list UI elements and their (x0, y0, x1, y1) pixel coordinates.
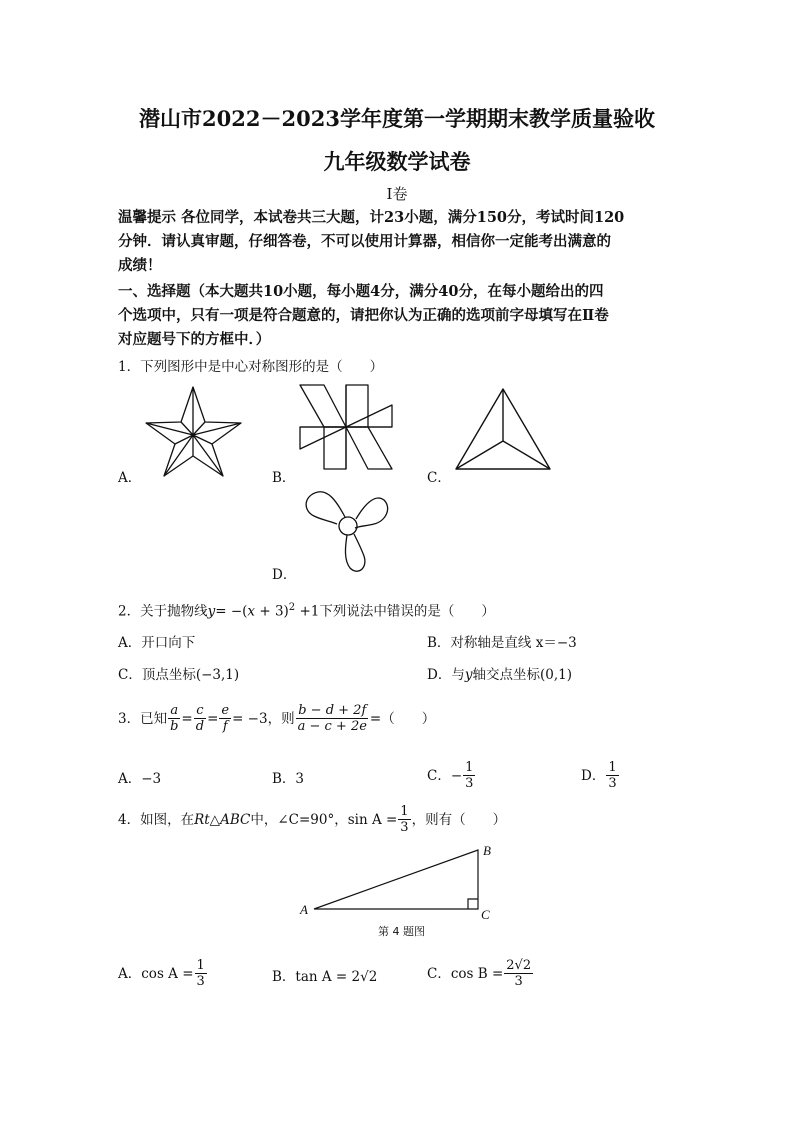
q3-then: ，则 (267, 710, 295, 727)
section-label: Ⅰ卷 (386, 185, 408, 203)
q2-stem (118, 597, 495, 623)
q4-label-c: C (481, 907, 490, 922)
q1-propeller-figure (300, 488, 390, 574)
q4-stem-tail: ，则有（ ） (411, 811, 507, 828)
q1-option-a: A． (118, 470, 142, 486)
q3-option-c-num: 1 (465, 760, 474, 775)
notice-line-2: 分钟．请认真审题，仔细答卷，不可以使用计算器，相信你一定能考出满意的 (118, 233, 611, 250)
q2-option-d-y: y (464, 667, 473, 683)
q2-option-b: B．对称轴是直线 x＝−3 (427, 635, 577, 651)
q2-option-c (118, 664, 239, 686)
q2-option-d (427, 664, 572, 686)
q3-frac-e: e (221, 703, 230, 718)
q4-option-a-num: 1 (196, 958, 205, 973)
q4-sin-frac (398, 804, 410, 835)
q4-sin-den: 3 (400, 820, 409, 835)
q3-stem-prefix: 3．已知 (118, 710, 168, 727)
q3-option-d-den: 3 (608, 776, 617, 791)
q3-expr-denominator: a − c + 2e (297, 719, 367, 734)
q2-eq-y: y (207, 603, 216, 620)
q4-figure-caption: 第 4 题图 (378, 925, 425, 938)
q4-option-c-label: C．cos B = (427, 965, 504, 982)
part1-line-1: 一、选择题（本大题共10小题，每小题4分，满分40分，在每小题给出的四 (118, 283, 604, 300)
q3-option-c-label: C．− (427, 767, 463, 784)
q1-stem: 1．下列图形中是中心对称图形的是（ ） (118, 359, 384, 375)
q3-frac-expression (296, 703, 369, 734)
q4-option-c-den: 3 (514, 974, 523, 989)
q4-option-a-frac (195, 958, 207, 989)
q2-stem-prefix: 2．关于抛物线 (118, 603, 208, 620)
q2-option-d-value: (0,1) (539, 667, 572, 683)
q3-option-d-num: 1 (608, 760, 617, 775)
q3-frac-f: f (222, 719, 228, 734)
q2-eq-x: x (247, 603, 256, 620)
q3-frac-c: c (196, 703, 204, 718)
q3-stem: 3．已知 $\frac{a}{b}$ = $\frac{c}{d}$ = $\frac{e}{f}$ = −3 ，则 $\frac{b - d + 2f}{a - c + 2e}$ =（ ） (118, 703, 436, 734)
q4-option-c-frac (504, 958, 533, 989)
q4-stem (118, 804, 506, 835)
q4-triangle (314, 850, 478, 909)
q3-frac-d: d (195, 719, 205, 734)
q4-option-a (118, 958, 208, 989)
exam-title: 潜山市2022－2023学年度第一学期期末教学质量验收 (139, 106, 655, 131)
q2-eq-end: +1 (295, 603, 320, 620)
q3-option-d-label: D． (581, 767, 606, 784)
q3-frac-a-b (168, 703, 180, 734)
q2-eq-tail: + 3) (255, 603, 289, 620)
q4-right-angle-mark (468, 899, 478, 909)
q2-option-a: A．开口向下 (118, 635, 196, 651)
q2-eq-square: 2 (288, 602, 296, 613)
q3-frac-a: a (170, 703, 179, 718)
q3-frac-c-d (194, 703, 206, 734)
exam-subtitle: 九年级数学试卷 (323, 149, 471, 174)
q2-option-d-label: D．与 (427, 667, 465, 683)
part1-line-3: 对应题号下的方框中．） (118, 331, 271, 348)
q3-tail: =（ ） (369, 710, 436, 727)
notice-line-1: 温馨提示 各位同学，本试卷共三大题，计23小题，满分150分，考试时间120 (118, 209, 625, 226)
q4-option-a-label: A．cos A = (118, 965, 194, 982)
part1-line-2: 个选项中，只有一项是符合题意的，请把你认为正确的选项前字母填写在Ⅱ卷 (118, 307, 609, 324)
q4-triangle-name: Rt△ABC (194, 811, 251, 828)
q1-triangle-figure (454, 387, 552, 471)
q3-option-c (427, 760, 476, 791)
notice-line-3: 成绩！ (118, 257, 162, 274)
q3-option-c-frac (463, 760, 475, 791)
q1-option-c: C． (427, 470, 451, 486)
q3-expr-numerator: b − d + 2f (298, 703, 367, 718)
q2-option-c-value: (−3,1) (195, 667, 240, 683)
q4-sin-num: 1 (400, 804, 409, 819)
q4-option-c (427, 958, 534, 989)
q3-option-a: A．−3 (118, 771, 162, 787)
q3-option-c-den: 3 (465, 776, 474, 791)
q2-eq-mid: = −( (215, 603, 248, 620)
q4-option-a-den: 3 (196, 974, 205, 989)
q3-frac-b: b (170, 719, 179, 734)
q3-option-d (581, 760, 620, 791)
q2-option-d-mid: 轴交点坐标 (472, 667, 540, 683)
q3-frac-e-f (219, 703, 231, 734)
q4-triangle-figure (296, 843, 506, 939)
q2-option-c-label: C．顶点坐标 (118, 667, 196, 683)
q3-option-b: B．3 (272, 771, 305, 787)
q3-option-d-frac (606, 760, 618, 791)
q4-stem-prefix: 4．如图，在 (118, 811, 195, 828)
q2-stem-suffix: 下列说法中错误的是（ ） (319, 603, 495, 620)
q1-pinwheel-figure (300, 385, 392, 469)
q4-label-b: B (483, 843, 491, 858)
q4-option-c-num: 2√2 (506, 958, 532, 973)
q4-stem-mid: 中，∠C=90°，sin A = (250, 811, 398, 828)
q1-option-b: B． (272, 470, 296, 486)
q4-label-a: A (300, 902, 308, 917)
q1-option-d: D． (272, 567, 297, 583)
q1-star-figure (140, 385, 246, 477)
q4-option-b: B．tan A = 2√2 (272, 969, 378, 985)
q3-eq-value: = −3 (232, 710, 268, 727)
